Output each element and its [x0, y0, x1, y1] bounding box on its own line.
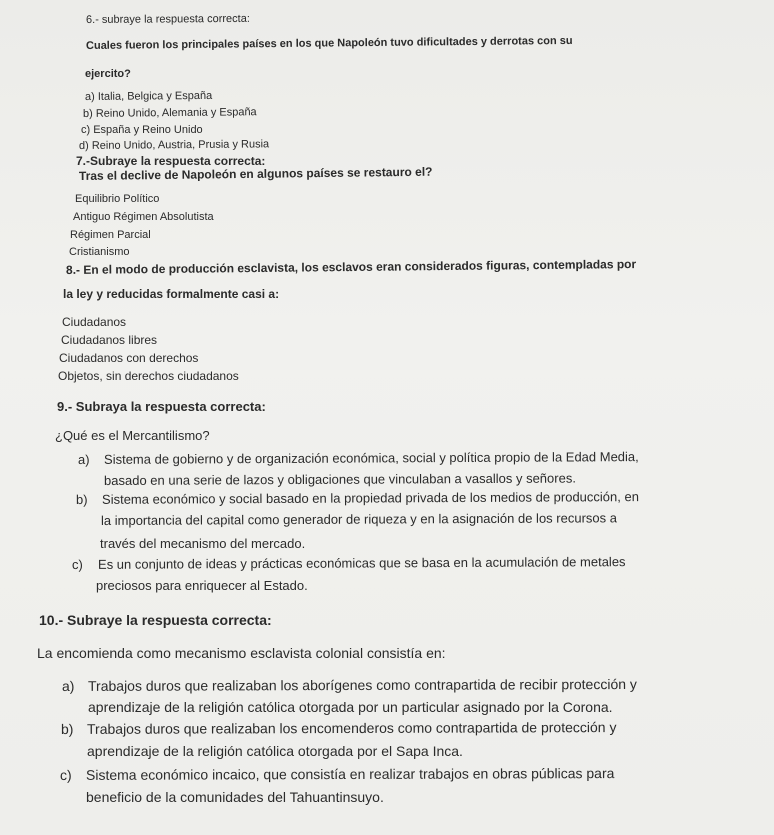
q9-option-b-line2: la importancia del capital como generador de riqueza y en la asignación de los recursos a	[100, 510, 617, 528]
q9-option-a-line1: Sistema de gobierno y de organización económica, social y política propio de la Edad Media,	[103, 449, 639, 467]
q9-option-b-line3: través del mecanismo del mercado.	[100, 536, 306, 551]
q9-option-a-marker: a)	[77, 451, 90, 467]
q7-title: 7.-Subraye la respuesta correcta:	[76, 154, 266, 168]
q7-option-4: Cristianismo	[69, 246, 130, 258]
q7-question: Tras el declive de Napoleón en algunos países se restauro el?	[78, 164, 433, 183]
q10-title: 10.- Subraye la respuesta correcta:	[39, 612, 272, 628]
q6-question-line2: ejercito?	[85, 68, 131, 80]
q8-option-2: Ciudadanos libres	[61, 333, 158, 347]
q10-option-b	[61, 720, 617, 737]
q10-option-c-marker: c)	[59, 766, 72, 783]
q6-option-c: c) España y Reino Unido	[81, 124, 203, 136]
q6-question-line1: Cuales fueron los principales países en los que Napoleón tuvo dificultades y derrotas con su	[85, 34, 573, 52]
q9-title: 9.- Subraya la respuesta correcta:	[57, 399, 266, 414]
q9-option-c-line2: preciosos para enriquecer al Estado.	[96, 578, 308, 593]
q9-option-b	[76, 490, 639, 507]
q10-option-c-line2: beneficio de la comunidades del Tahuantinsuyo.	[86, 789, 384, 805]
q9-option-a-line2: basado en una serie de lazos y obligaciones que vinculaban a vasallos y señores.	[103, 470, 576, 488]
q10-question: La encomienda como mecanismo esclavista colonial consistía en:	[37, 645, 446, 661]
q8-option-4: Objetos, sin derechos ciudadanos	[58, 369, 239, 383]
q9-option-a	[78, 450, 639, 467]
q10-option-a	[62, 677, 637, 694]
q9-option-c-line1: Es un conjunto de ideas y prácticas económicas que se basa en la acumulación de metales	[97, 554, 626, 572]
q9-option-b-marker: b)	[75, 491, 88, 507]
q8-option-1: Ciudadanos	[62, 315, 127, 329]
q9-option-b-line1: Sistema económico y social basado en la propiedad privada de los medios de producción, en	[101, 489, 639, 507]
q6-title: 6.- subraye la respuesta correcta:	[85, 12, 250, 26]
q8-question-line2: la ley y reducidas formalmente casi a:	[63, 287, 280, 301]
q7-option-1: Equilibrio Político	[75, 193, 160, 205]
q10-option-a-line1: Trabajos duros que realizaban los aborígenes como contrapartida de recibir protección y	[87, 675, 637, 694]
q6-option-b: b) Reino Unido, Alemania y España	[82, 106, 257, 120]
q10-option-b-line1: Trabajos duros que realizaban los encomenderos como contrapartida de protección y	[86, 719, 617, 737]
q10-option-c	[60, 766, 614, 783]
q9-question: ¿Qué es el Mercantilismo?	[55, 428, 210, 443]
q6-option-d: d) Reino Unido, Austria, Prusia y Rusia	[78, 138, 270, 152]
q10-option-c-line1: Sistema económico incaico, que consistía en realizar trabajos en obras públicas para	[85, 765, 615, 783]
q8-option-3: Ciudadanos con derechos	[59, 351, 199, 365]
q8-question-line1: 8.- En el modo de producción esclavista, los esclavos eran considerados figuras, contempladas por	[65, 257, 637, 277]
q10-option-b-marker: b)	[60, 720, 74, 737]
q10-option-b-line2: aprendizaje de la religión católica otorgada por el Sapa Inca.	[87, 743, 463, 759]
q7-option-3: Régimen Parcial	[70, 229, 151, 241]
q10-option-a-line2: aprendizaje de la religión católica otorgada por un particular asignado por la Corona.	[88, 699, 613, 715]
q9-option-c-marker: c)	[71, 556, 83, 572]
q6-option-a: a) Italia, Belgica y España	[84, 89, 213, 103]
q7-option-2: Antiguo Régimen Absolutista	[73, 211, 214, 223]
q10-option-a-marker: a)	[61, 677, 75, 694]
q9-option-c	[72, 555, 626, 572]
